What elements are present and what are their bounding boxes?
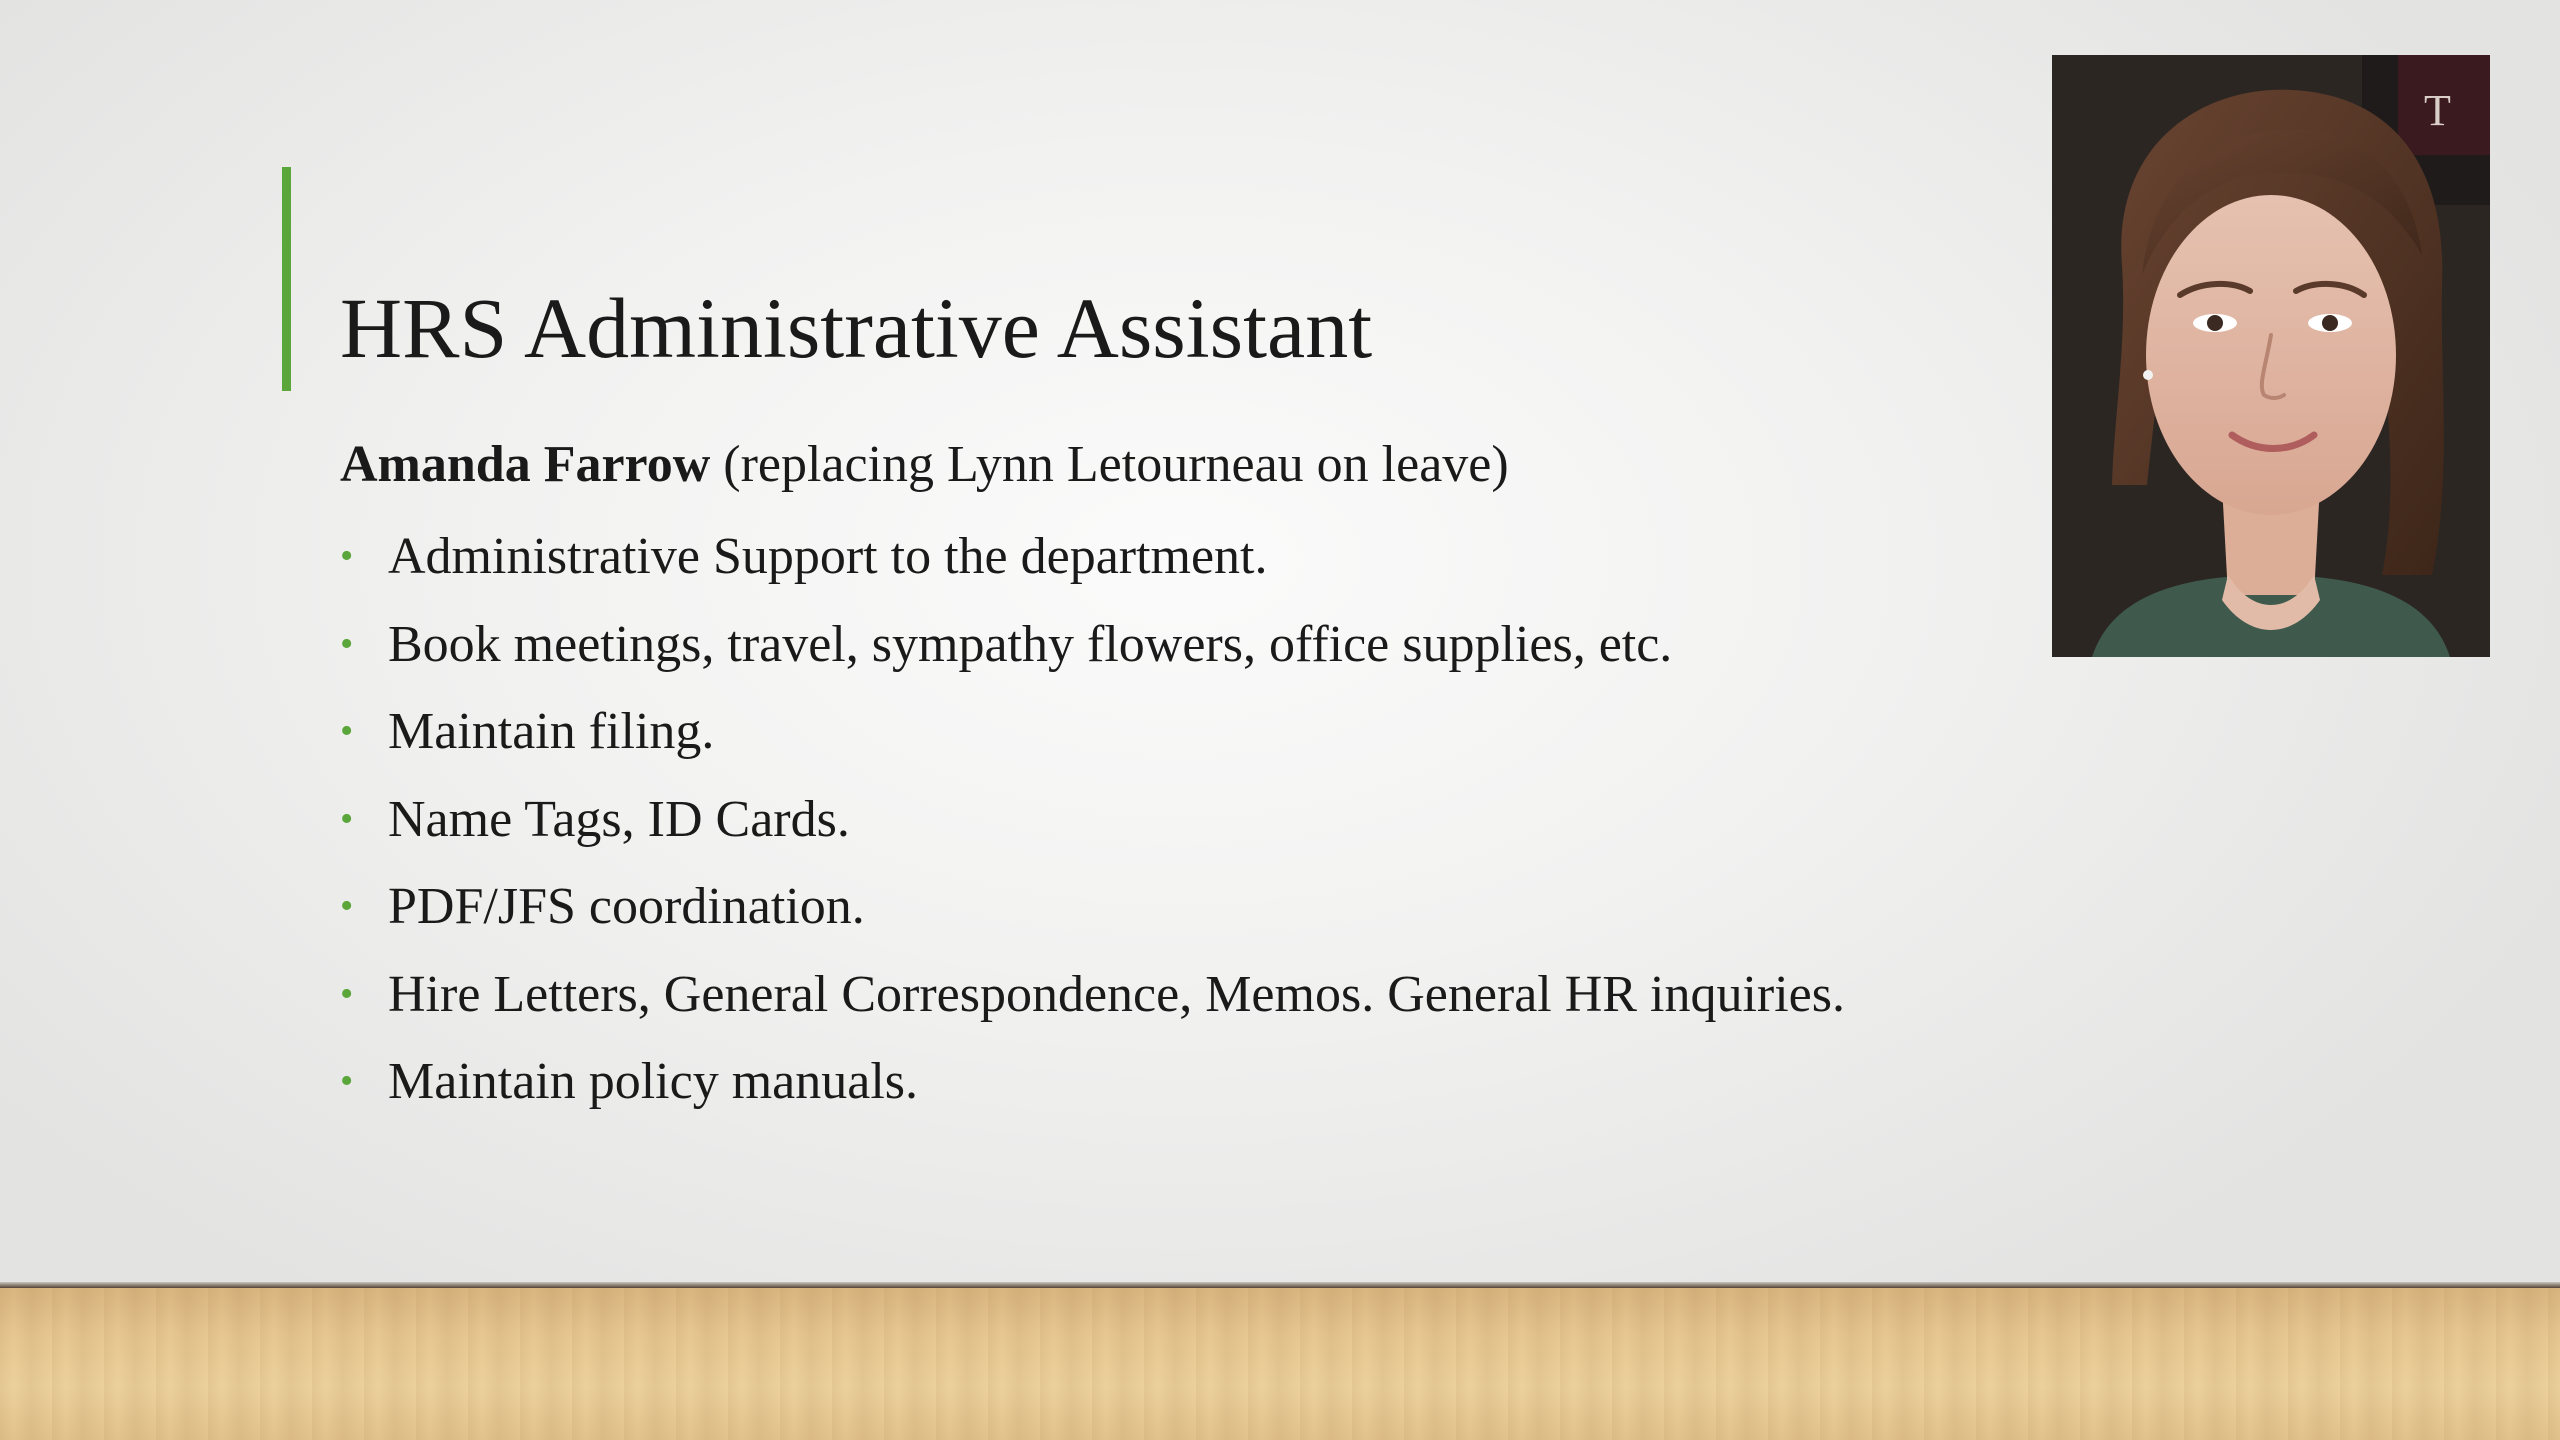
list-item-text: Maintain filing. (388, 703, 715, 760)
list-item (340, 513, 2040, 601)
list-item (340, 688, 2040, 776)
list-item (340, 863, 2040, 951)
bullet-icon: • (340, 622, 354, 665)
slide-content (340, 425, 2040, 1126)
list-item (340, 951, 2040, 1039)
portrait-photo (2052, 55, 2490, 657)
intro-line (340, 425, 2040, 505)
list-item (340, 1038, 2040, 1126)
title-accent-bar (282, 167, 291, 391)
bullet-icon: • (340, 972, 354, 1015)
list-item (340, 776, 2040, 864)
background-sign-text: T (2424, 86, 2451, 135)
bullet-icon: • (340, 710, 354, 752)
bullet-icon: • (340, 797, 354, 840)
portrait-illustration (2052, 55, 2490, 657)
duties-list (340, 513, 2040, 1126)
list-item-text: Name Tags, ID Cards. (388, 790, 850, 848)
bullet-icon: • (340, 1060, 354, 1102)
wood-floor (0, 1288, 2560, 1440)
list-item-text: Book meetings, travel, sympathy flowers, office supplies, etc. (388, 615, 1673, 673)
list-item-text: Hire Letters, General Correspondence, Memos. General HR inquiries. (388, 965, 1845, 1023)
bullet-icon: • (340, 535, 354, 577)
list-item (340, 601, 2040, 689)
list-item-text: Maintain policy manuals. (388, 1053, 919, 1110)
list-item-text: PDF/JFS coordination. (388, 878, 865, 935)
person-name: Amanda Farrow (340, 436, 711, 493)
list-item-text: Administrative Support to the department. (388, 528, 1268, 585)
intro-note: (replacing Lynn Letourneau on leave) (710, 436, 1509, 493)
slide-title: HRS Administrative Assistant (340, 280, 1373, 376)
bullet-icon: • (340, 885, 354, 927)
